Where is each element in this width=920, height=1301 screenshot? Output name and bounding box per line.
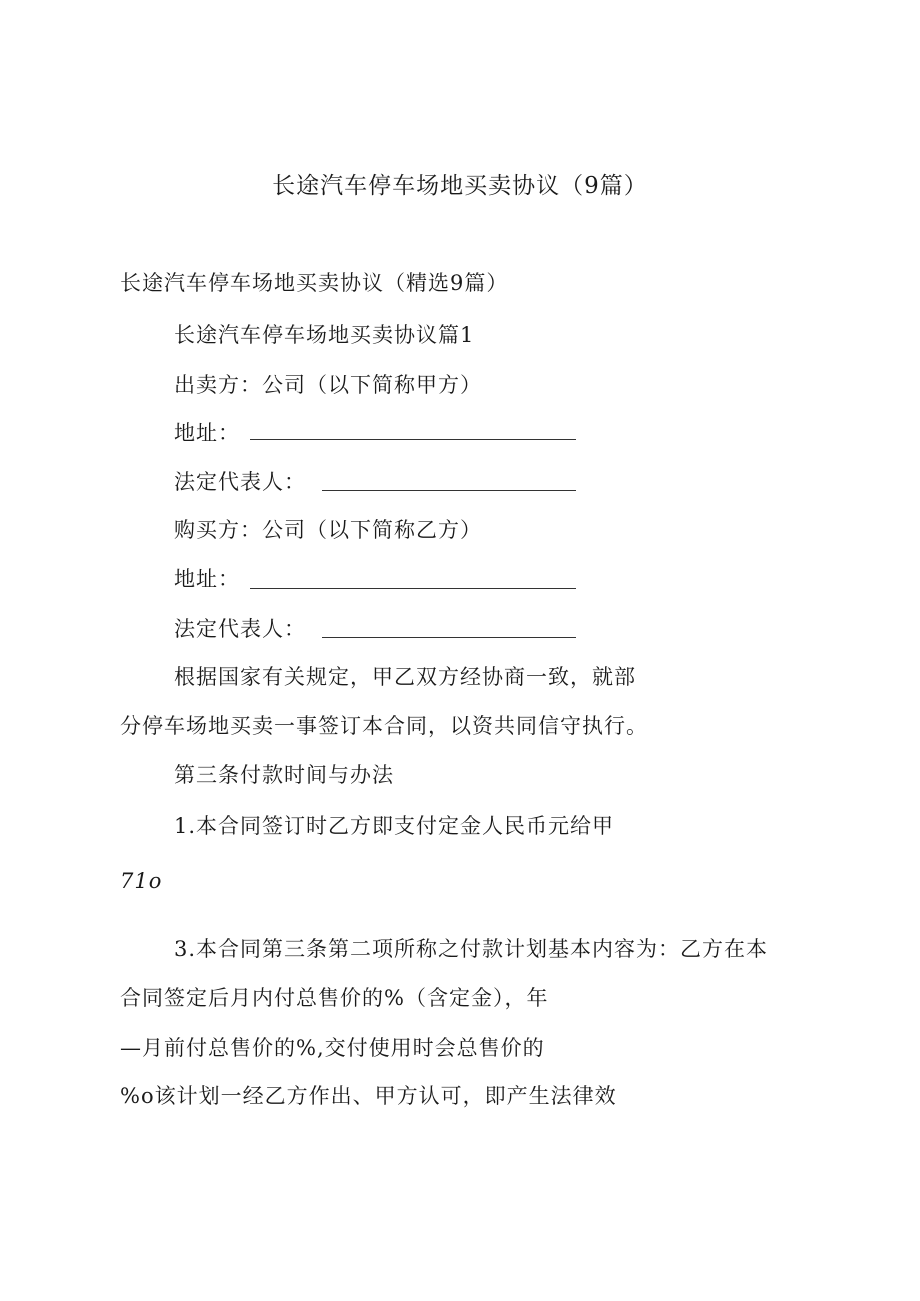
buyer-rep-blank (322, 637, 576, 638)
chapter-heading: 长途汽车停车场地买卖协议篇1 (174, 323, 475, 347)
seller-rep-row (174, 467, 306, 497)
seller-address-blank (250, 439, 576, 440)
buyer-address-blank (250, 588, 576, 589)
item-3-line-4: %o该计划一经乙方作出、甲方认可，即产生法律效 (120, 1084, 617, 1108)
document-title: 长途汽车停车场地买卖协议（9篇） (272, 173, 648, 199)
seller-rep-blank (322, 490, 576, 491)
item-1: 1.本合同签订时乙方即支付定金人民币元给甲 (174, 814, 615, 838)
buyer-rep-label: 法定代表人： (174, 617, 306, 641)
seller-line: 出卖方：公司（以下简称甲方） (174, 373, 482, 397)
document-subtitle: 长途汽车停车场地买卖协议（精选9篇） (120, 271, 509, 295)
item-3-line-2: 合同签定后月内付总售价的%（含定金），年 (120, 986, 549, 1010)
buyer-address-row (174, 564, 240, 594)
paragraph-1-line-2: 分停车场地买卖一事签订本合同，以资共同信守执行。 (120, 714, 648, 738)
seller-address-row (174, 418, 240, 448)
article-3-heading: 第三条付款时间与办法 (174, 763, 394, 787)
buyer-address-label: 地址： (174, 567, 240, 591)
item-1-tail: 71o (120, 869, 163, 893)
seller-address-label: 地址： (174, 421, 240, 445)
buyer-line: 购买方：公司（以下简称乙方） (174, 518, 482, 542)
buyer-rep-row (174, 614, 306, 644)
seller-rep-label: 法定代表人： (174, 470, 306, 494)
paragraph-1-line-1: 根据国家有关规定，甲乙双方经协商一致，就部 (174, 665, 636, 689)
item-3-line-1: 3.本合同第三条第二项所称之付款计划基本内容为：乙方在本 (174, 937, 769, 961)
item-3-line-3: —月前付总售价的%,交付使用时会总售价的 (120, 1036, 545, 1060)
